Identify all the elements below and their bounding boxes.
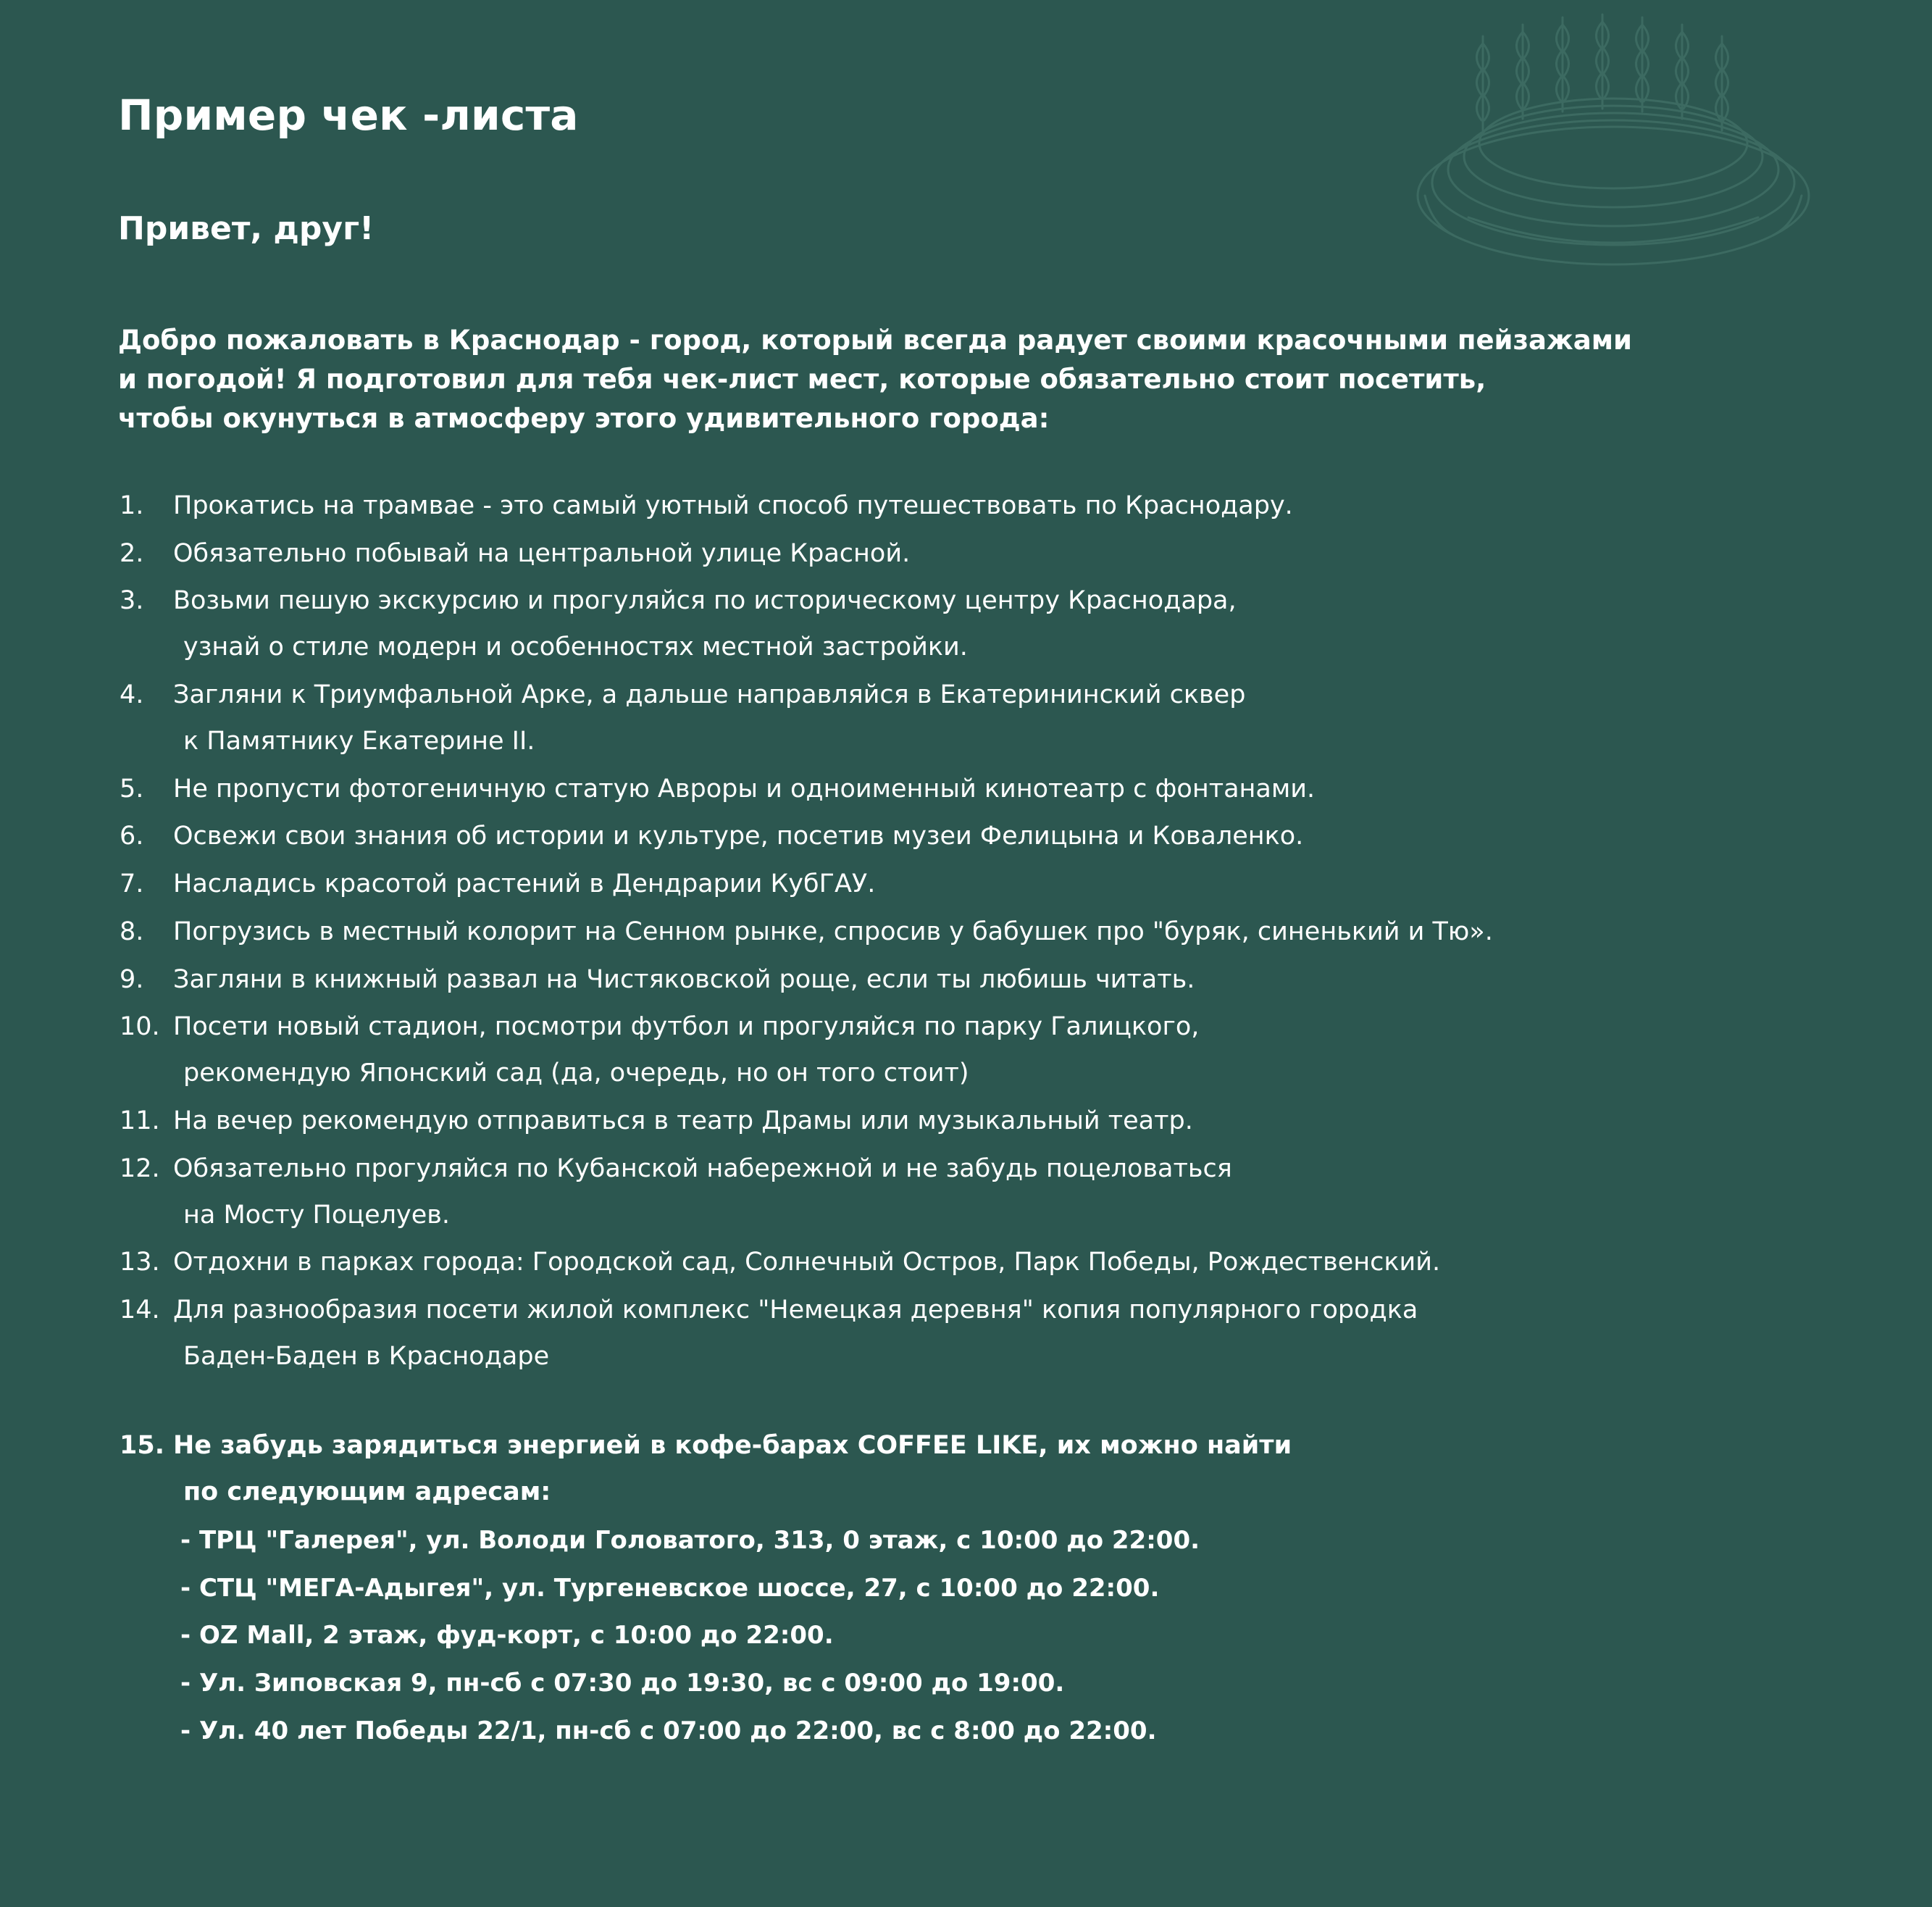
page-title: Пример чек -листа: [118, 91, 579, 140]
list-item-main: Не забудь зарядиться энергией в кофе-барах COFFEE LIKE, их можно найти: [173, 1430, 1292, 1460]
list-item-subline: рекомендую Японский сад (да, очередь, но он того стоит): [183, 1059, 969, 1088]
list-item: [118, 1294, 1845, 1373]
list-item: [118, 820, 1845, 853]
list-item-text: На вечер рекомендую отправиться в театр Драмы или музыкальный театр.: [173, 1106, 1193, 1136]
address-item: - Ул. Зиповская 9, пн-сб с 07:30 до 19:30, вс с 09:00 до 19:00.: [180, 1669, 1065, 1698]
list-item-text: Не пропусти фотогеничную статую Авроры и одноименный кинотеатр с фонтанами.: [173, 774, 1316, 804]
list-item-text: [173, 1430, 1845, 1509]
list-item-number: 14.: [120, 1295, 160, 1325]
list-item-number: 8.: [120, 917, 144, 946]
list-item-number: 7.: [120, 869, 144, 899]
list-item-main: Для разнообразия посети жилой комплекс "Немецкая деревня" копия популярного городка: [173, 1295, 1418, 1325]
list-item-number: 4.: [120, 680, 144, 709]
list-item-main: Возьми пешую экскурсию и прогуляйся по историческому центру Краснодара,: [173, 586, 1237, 616]
list-item-text: Загляни в книжный развал на Чистяковской роще, если ты любишь читать.: [173, 964, 1195, 994]
address-item: - OZ Mall, 2 этаж, фуд-корт, с 10:00 до 22:00.: [180, 1621, 834, 1651]
list-item-text: [173, 1153, 1845, 1232]
list-item: [118, 773, 1845, 806]
list-item: [118, 1430, 1845, 1509]
list-item-subline: по следующим адресам:: [183, 1477, 551, 1506]
intro-line: Добро пожаловать в Краснодар - город, который всегда радует своими красочными пейзажами: [118, 324, 1632, 356]
list-item-text: Обязательно побывай на центральной улице Красной.: [173, 538, 911, 568]
list-item: [118, 1011, 1845, 1090]
list-item-text: Прокатись на трамвае - это самый уютный способ путешествовать по Краснодару.: [173, 491, 1293, 520]
list-item-number: 10.: [120, 1012, 160, 1042]
list-item-text: [173, 585, 1845, 664]
list-item-subline: к Памятнику Екатерине II.: [183, 726, 535, 756]
list-item-number: 6.: [120, 822, 144, 851]
intro-paragraph: [118, 321, 1845, 439]
final-list-item-block: [118, 1430, 1845, 1747]
list-item-subline: узнай о стиле модерн и особенностях местной застройки.: [183, 633, 968, 662]
list-item: [118, 868, 1845, 901]
address-item: - Ул. 40 лет Победы 22/1, пн-сб с 07:00 до 22:00, вс с 8:00 до 22:00.: [180, 1716, 1157, 1745]
list-item-number: 9.: [120, 964, 144, 994]
list-item-text: [173, 679, 1845, 758]
list-item-text: Отдохни в парках города: Городской сад, Солнечный Остров, Парк Победы, Рождественский.: [173, 1248, 1441, 1277]
list-item-main: Посети новый стадион, посмотри футбол и прогуляйся по парку Галицкого,: [173, 1012, 1200, 1042]
list-item: [118, 1105, 1845, 1138]
list-item-text: Насладись красотой растений в Дендрарии КубГАУ.: [173, 869, 876, 899]
list-item-main: Загляни к Триумфальной Арке, а дальше направляйся в Екатерининский сквер: [173, 680, 1246, 709]
list-item-number: 5.: [120, 774, 144, 804]
list-item-number: 15.: [120, 1430, 165, 1460]
list-item: [118, 490, 1845, 522]
list-item-number: 12.: [120, 1153, 160, 1183]
intro-line: и погодой! Я подготовил для тебя чек-лист мест, которые обязательно стоит посетить,: [118, 363, 1486, 395]
list-item-number: 1.: [120, 491, 144, 520]
list-item-number: 13.: [120, 1248, 160, 1277]
list-item-text: Освежи свои знания об истории и культуре, посетив музеи Фелицына и Коваленко.: [173, 822, 1304, 851]
list-item: [118, 538, 1845, 570]
list-item-number: 2.: [120, 538, 144, 568]
list-item: [118, 964, 1845, 996]
list-item-text: Погрузись в местный колорит на Сенном рынке, спросив у бабушек про "буряк, синенький и Тю».: [173, 917, 1493, 946]
list-item-text: [173, 1011, 1845, 1090]
list-item: [118, 1153, 1845, 1232]
list-item-main: Обязательно прогуляйся по Кубанской набережной и не забудь поцеловаться: [173, 1153, 1232, 1183]
greeting-heading: Привет, друг!: [118, 209, 375, 247]
address-item: - СТЦ "МЕГА-Адыгея", ул. Тургеневское шоссе, 27, с 10:00 до 22:00.: [180, 1573, 1160, 1603]
address-list: [118, 1525, 1845, 1747]
intro-line: чтобы окунуться в атмосферу этого удивительного города:: [118, 403, 1050, 435]
list-item: [118, 679, 1845, 758]
list-item-subline: на Мосту Поцелуев.: [183, 1200, 450, 1230]
list-item: [118, 585, 1845, 664]
list-item-number: 3.: [120, 586, 144, 616]
list-item-subline: Баден-Баден в Краснодаре: [183, 1342, 550, 1372]
list-item: [118, 1246, 1845, 1279]
list-item-text: [173, 1294, 1845, 1373]
checklist: [118, 490, 1845, 1747]
list-item: [118, 916, 1845, 948]
document-content: [118, 0, 1845, 1763]
address-item: - ТРЦ "Галерея", ул. Володи Головатого, 313, 0 этаж, с 10:00 до 22:00.: [180, 1526, 1200, 1556]
list-item-number: 11.: [120, 1106, 160, 1136]
